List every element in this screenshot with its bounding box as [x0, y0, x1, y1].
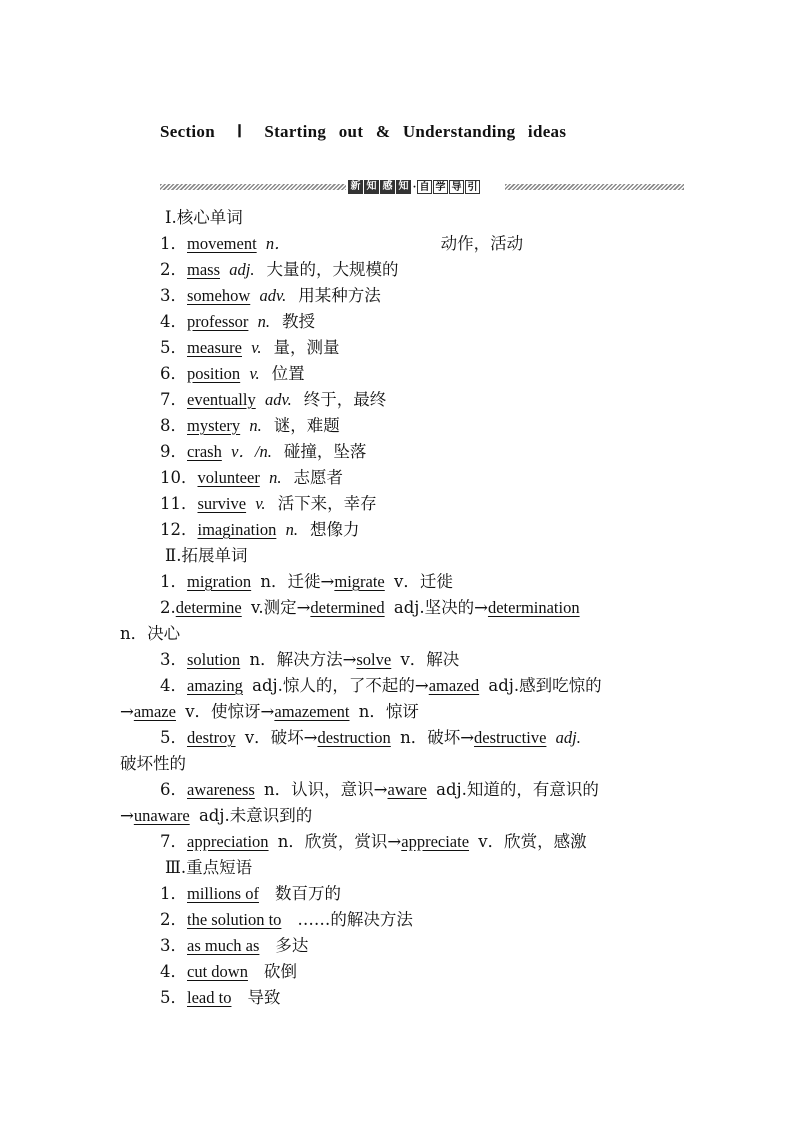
list-item: 6．awareness n．认识，意识→aware adj.知道的，有意识的 — [160, 780, 599, 799]
list-item: 10．volunteer n. 志愿者 — [160, 468, 343, 487]
banner-hatch-left — [160, 184, 346, 190]
list-item: 5．measure v. 量，测量 — [160, 338, 340, 357]
vocabulary-content — [120, 205, 680, 1011]
list-item: 1．millions of 数百万的 — [160, 884, 341, 903]
part1-heading: Ⅰ.核心单词 — [165, 208, 243, 227]
banner-char: 导 — [449, 180, 464, 194]
list-item: 8．mystery n. 谜，难题 — [160, 416, 340, 435]
list-item: 4．amazing adj.惊人的，了不起的→amazed adj.感到吃惊的 — [160, 676, 602, 695]
part3-heading: Ⅲ.重点短语 — [165, 858, 253, 877]
list-item: 11．survive v. 活下来，幸存 — [160, 494, 377, 513]
list-item-continuation: 破坏性的 — [120, 754, 186, 773]
section-title-text: Starting out & Understanding ideas — [264, 122, 567, 141]
banner-char: 学 — [433, 180, 448, 194]
list-item-continuation: n．决心 — [120, 624, 181, 643]
banner-char: 新 — [348, 180, 363, 194]
banner-char: 知 — [364, 180, 379, 194]
banner-separator: · — [412, 181, 417, 193]
banner-char: 自 — [417, 180, 432, 194]
section-title — [160, 122, 566, 142]
banner-hatch-right — [505, 184, 684, 190]
list-item: 7．eventually adv. 终于，最终 — [160, 390, 387, 409]
banner-char: 知 — [396, 180, 411, 194]
section-label: Section — [160, 122, 215, 141]
list-item: 3．as much as 多达 — [160, 936, 309, 955]
list-item: 4．cut down 砍倒 — [160, 962, 297, 981]
list-item: 3．solution n．解决方法→solve v．解决 — [160, 650, 460, 669]
list-item: 4．professor n. 教授 — [160, 312, 316, 331]
list-item: 9．crash v．/n. 碰撞，坠落 — [160, 442, 367, 461]
banner-char: 引 — [465, 180, 480, 194]
list-item-continuation: →amaze v．使惊讶→amazement n．惊讶 — [120, 702, 419, 721]
list-item-continuation: →unaware adj.未意识到的 — [120, 806, 313, 825]
section-banner — [160, 180, 684, 194]
banner-label — [348, 180, 481, 194]
list-item: 2.determine v.测定→determined adj.坚决的→determination — [160, 598, 580, 617]
list-item: 2．the solution to ……的解决方法 — [160, 910, 413, 929]
list-item: 7．appreciation n．欣赏，赏识→appreciate v．欣赏，感激 — [160, 832, 587, 851]
list-item: 6．position v. 位置 — [160, 364, 305, 383]
banner-char: 感 — [380, 180, 395, 194]
list-item: 1．movement n． 动作，活动 — [160, 234, 524, 253]
part2-heading: Ⅱ.拓展单词 — [165, 546, 248, 565]
list-item: 1．migration n．迁徙→migrate v．迁徙 — [160, 572, 453, 591]
list-item: 12．imagination n. 想像力 — [160, 520, 360, 539]
list-item: 5．destroy v．破坏→destruction n．破坏→destructive adj. — [160, 728, 581, 747]
list-item: 3．somehow adv. 用某种方法 — [160, 286, 381, 305]
list-item: 5．lead to 导致 — [160, 988, 281, 1007]
section-numeral: Ⅰ — [236, 122, 243, 141]
list-item: 2．mass adj. 大量的，大规模的 — [160, 260, 399, 279]
